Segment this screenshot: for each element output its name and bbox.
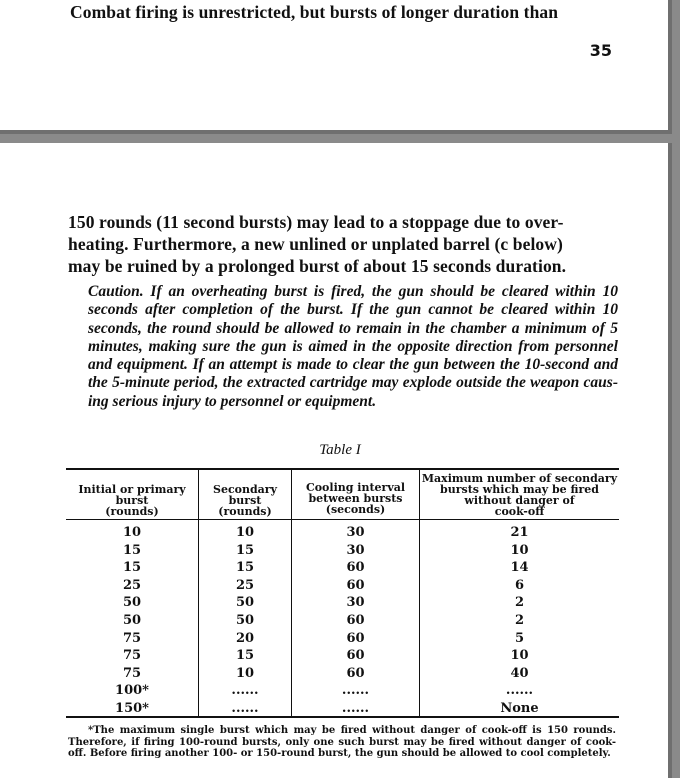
table-cell: 6 (514, 577, 525, 593)
page-text-line: Combat firing is unrestricted, but bursts of longer duration than (70, 2, 559, 22)
table-title: Table I (319, 442, 361, 458)
table-cell: 15 (235, 648, 255, 664)
body-line: 150 rounds (11 second bursts) may lead to a stoppage due to over- (68, 212, 564, 232)
table-cell: 50 (235, 613, 255, 628)
table-cell: 15 (122, 542, 142, 558)
table-cell: 21 (510, 525, 529, 540)
table-cell: 30 (346, 595, 365, 611)
table-top-rule (66, 468, 619, 470)
table-cell: ...... (231, 701, 259, 716)
table-cell: 50 (235, 595, 255, 611)
table-cell: 60 (346, 648, 365, 664)
table-cell: 50 (122, 595, 142, 611)
table-cell: 60 (346, 613, 365, 628)
table-cell: 10 (235, 665, 255, 681)
table-cell: 100* (115, 683, 149, 699)
table-cell: 75 (122, 665, 142, 681)
column-header: Initial or primary burst (rounds) (78, 483, 186, 518)
column-header: Maximum number of secondary bursts which may be fired without danger of cook-off (421, 472, 618, 518)
table-cell: 5 (514, 630, 525, 646)
table-cell: 150* (115, 701, 149, 716)
page-number: 35 (589, 41, 612, 60)
table-cell: ...... (505, 683, 534, 699)
table-cell: 60 (346, 665, 365, 681)
table-cell: 75 (122, 648, 142, 664)
table-cell: 10 (122, 525, 142, 540)
table-cell: 60 (346, 560, 365, 576)
table-cell: None (500, 701, 539, 716)
table-cell: 25 (235, 577, 255, 593)
table-cell: 2 (514, 613, 525, 628)
table-cell: 14 (510, 560, 529, 576)
table-cell: 10 (235, 525, 255, 540)
table-cell: 75 (122, 630, 142, 646)
table-cell: 10 (510, 648, 529, 664)
table-header-rule (66, 519, 619, 520)
caution-paragraph: Caution. If an overheating burst is fired, the gun should be cleared within 10 seconds after completion of the burst. If the gun cannot be cleared within 10 seconds, the round should be allowed to remain in the chamber a minimum of 5 minutes, making sure the gun is aimed in the opposite direction from personnel and equipment. If an attempt is made to clear the gun between the 10-second and the 5-minute period, the extracted cartridge may explode outside the weapon caus- ing serious injury to personnel or equipment. (88, 283, 618, 410)
table-cell: ...... (231, 683, 259, 699)
column-header: Secondary burst (rounds) (213, 483, 277, 518)
table-cell: 15 (235, 560, 255, 576)
table-cell: ...... (341, 701, 370, 716)
table-cell: 30 (346, 542, 365, 558)
table-cell: 60 (346, 577, 365, 593)
table-footnote: *The maximum single burst which may be fired without danger of cook-off is 150 rounds. Therefore, if firing 100-round bursts, only one such burst may be fired without danger of cook-off. Before firing another 100- or 150-round burst, the gun should be allowed to cool completely. (68, 725, 616, 759)
table-cell: 20 (235, 630, 255, 646)
previous-page (0, 0, 672, 134)
table-cell: 30 (346, 525, 365, 540)
table-cell: 25 (122, 577, 142, 593)
table-cell: 60 (346, 630, 365, 646)
table-cell: 15 (235, 542, 255, 558)
table-cell: 2 (514, 595, 525, 611)
body-line: heating. Furthermore, a new unlined or unplated barrel (c below) (68, 234, 563, 254)
table-cell: 50 (122, 613, 142, 628)
column-header: Cooling interval between bursts (seconds) (305, 481, 406, 516)
body-line: may be ruined by a prolonged burst of about 15 seconds duration. (68, 256, 567, 276)
table-cell: ...... (341, 683, 370, 699)
table-cell: 40 (510, 665, 529, 681)
table-cell: 15 (122, 560, 142, 576)
table-cell: 10 (510, 542, 529, 558)
current-page (0, 143, 672, 778)
